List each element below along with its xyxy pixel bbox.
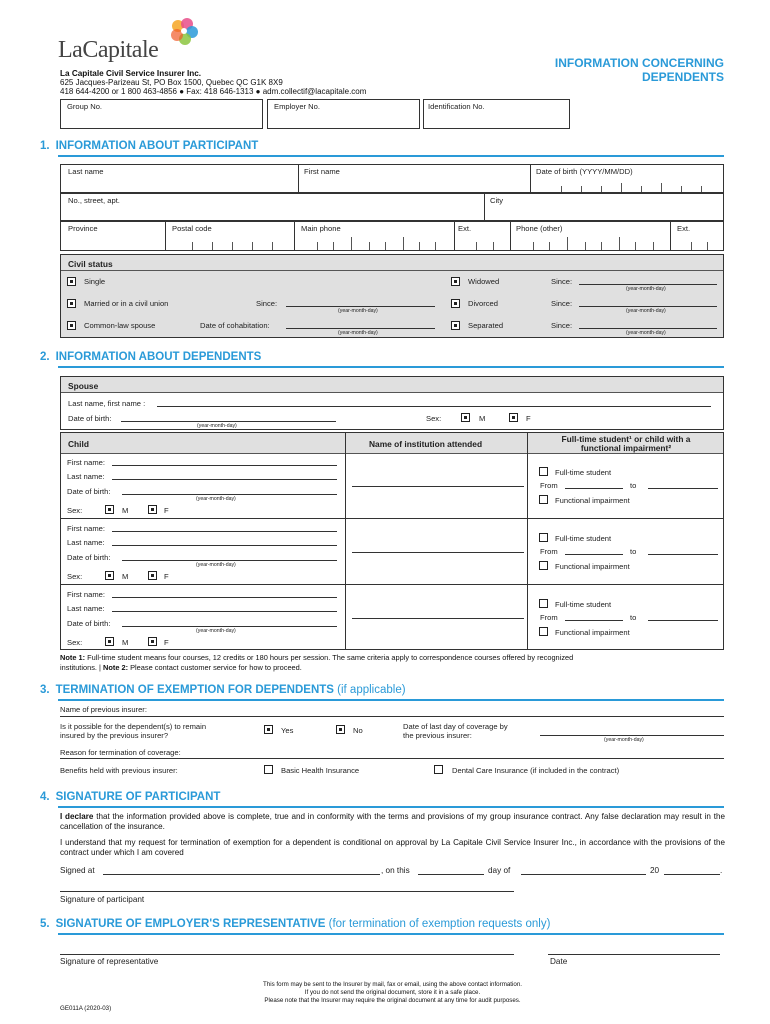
company-name: La Capitale Civil Service Insurer Inc. (60, 69, 202, 78)
child1-dob-label: Date of birth: (67, 487, 111, 496)
street-label: No., street, apt. (68, 196, 120, 205)
child2-sex-m-checkbox[interactable] (105, 571, 114, 580)
child2-dob-label: Date of birth: (67, 553, 111, 562)
form-title-line2: DEPENDENTS (641, 70, 724, 84)
note2-label: Note 2: (103, 662, 129, 672)
participant-signature-line[interactable] (60, 891, 514, 892)
prev-insurer-field[interactable] (60, 716, 724, 717)
child3-impairment-label: Functional impairment (555, 628, 630, 637)
reason-field[interactable] (60, 758, 724, 759)
remain-label-2: insured by the previous insurer? (60, 731, 169, 740)
signed-at-field[interactable] (103, 874, 380, 875)
child2-to-field[interactable] (648, 554, 718, 555)
spouse-heading: Spouse (68, 381, 99, 391)
company-contact: 418 644-4200 or 1 800 463-4856 ● Fax: 418 646-1313 ● adm.collectif@lacapitale.com (60, 87, 367, 96)
child1-fulltime-checkbox[interactable] (539, 467, 548, 476)
spouse-sex-f-checkbox[interactable] (509, 413, 518, 422)
year-field[interactable] (664, 874, 720, 875)
twenty-label: 20 (650, 866, 660, 875)
last-day-label-2: the previous insurer: (403, 731, 472, 740)
widowed-checkbox[interactable] (451, 277, 460, 286)
child3-ymd: (year-month-day) (196, 628, 236, 634)
child1-institution-field[interactable] (352, 486, 524, 487)
section3-heading (40, 684, 406, 696)
note1-label: Note 1: (60, 653, 86, 662)
section3-number: 3. (40, 684, 50, 696)
period-label: . (720, 866, 723, 875)
identification-no-field[interactable] (423, 99, 570, 129)
logo-text: LaCapitale (58, 37, 159, 63)
child2-fulltime-label: Full-time student (555, 534, 612, 543)
section5-heading (40, 918, 550, 930)
remain-yes-label: Yes (281, 726, 294, 735)
child1-impairment-checkbox[interactable] (539, 495, 548, 504)
divorced-since-label: Since: (551, 299, 573, 308)
note-block (60, 653, 725, 672)
section3-rule (58, 699, 724, 701)
child2-from-field[interactable] (565, 554, 623, 555)
child3-to-field[interactable] (648, 620, 718, 621)
section1-number: 1. (40, 140, 50, 152)
section5-title-light: (for termination of exemption requests only) (325, 918, 551, 930)
spouse-sex-m-label: M (479, 414, 486, 423)
month-field[interactable] (521, 874, 646, 875)
declare-text: that the information provided above is complete, true and in conformity with the terms and provisions of my group insurance contract. Any false declaration may result in the cancellation of the insurance. (60, 812, 725, 832)
last-day-ymd: (year-month-day) (604, 737, 644, 743)
spouse-sex-f-label: F (526, 414, 531, 423)
participant-signature-label: Signature of participant (60, 895, 145, 904)
widowed-label: Widowed (468, 277, 500, 286)
child1-sex-label: Sex: (67, 506, 83, 515)
employer-no-field[interactable] (267, 99, 420, 129)
child1-sex-f-checkbox[interactable] (148, 505, 157, 514)
section5-rule (58, 933, 724, 935)
child2-first-name-field[interactable] (112, 531, 337, 532)
institution-heading: Name of institution attended (369, 439, 483, 449)
footer-line1: This form may be sent to the Insurer by mail, fax or email, using the above contact information. (263, 981, 522, 988)
section2-rule (58, 366, 724, 368)
ext2-label: Ext. (677, 224, 691, 233)
child2-impairment-checkbox[interactable] (539, 561, 548, 570)
child1-first-name-label: First name: (67, 458, 105, 467)
separated-since-label: Since: (551, 321, 573, 330)
remain-label-1: Is it possible for the dependent(s) to remain (60, 722, 207, 731)
first-name-label: First name (304, 167, 340, 176)
company-address: 625 Jacques-Parizeau St, PO Box 1500, Quebec QC G1K 8X9 (60, 78, 283, 87)
section3-title: TERMINATION OF EXEMPTION FOR DEPENDENTS (55, 684, 334, 696)
form-code: GE011A (2020-03) (60, 1005, 112, 1012)
child3-last-name-field[interactable] (112, 611, 337, 612)
child3-dob-field[interactable] (122, 626, 337, 627)
fulltime-heading-1: Full-time student¹ or child with a (561, 434, 691, 444)
basic-health-label: Basic Health Insurance (281, 766, 360, 775)
day-field[interactable] (418, 874, 484, 875)
remain-yes-checkbox[interactable] (264, 725, 273, 734)
child2-sex-label: Sex: (67, 572, 83, 581)
spouse-sex-label: Sex: (426, 414, 442, 423)
group-no-field[interactable] (60, 99, 263, 129)
child1-last-name-field[interactable] (112, 479, 337, 480)
widowed-ymd: (year-month-day) (626, 286, 666, 292)
dob-label: Date of birth (YYYY/MM/DD) (536, 167, 633, 176)
last-day-label-1: Date of last day of coverage by (403, 722, 508, 731)
last-name-label: Last name (68, 167, 104, 176)
single-label: Single (84, 277, 106, 286)
phone-other-label: Phone (other) (516, 224, 563, 233)
child2-first-name-label: First name: (67, 524, 105, 533)
spouse-dob-field[interactable] (121, 421, 336, 422)
participant-address-row (60, 193, 724, 221)
child3-first-name-field[interactable] (112, 597, 337, 598)
child3-sex-m-label: M (122, 638, 129, 647)
section4-rule (58, 806, 724, 808)
section4-title: SIGNATURE OF PARTICIPANT (55, 791, 221, 803)
spouse-name-field[interactable] (157, 406, 711, 407)
prev-insurer-label: Name of previous insurer: (60, 705, 147, 714)
last-day-field[interactable] (540, 735, 724, 736)
section1-heading (40, 140, 258, 152)
participant-phone-row (60, 221, 724, 251)
fulltime-heading-2: functional impairment² (580, 443, 672, 453)
child3-sex-f-checkbox[interactable] (148, 637, 157, 646)
child1-to-label: to (630, 481, 637, 490)
child2-institution-field[interactable] (352, 552, 524, 553)
child1-fulltime-label: Full-time student (555, 468, 612, 477)
child3-sex-f-label: F (164, 638, 169, 647)
separated-since-field[interactable] (579, 328, 717, 329)
declare-bold: I declare (60, 812, 94, 821)
child2-fulltime-checkbox[interactable] (539, 533, 548, 542)
spouse-panel (60, 376, 724, 430)
widowed-since-label: Since: (551, 277, 573, 286)
note1-text: Full-time student means four courses, 12 credits or 180 hours per session. The same criteria apply to correspondence courses offered by recognized (85, 653, 574, 662)
day-of-label: day of (488, 866, 511, 875)
child1-sex-m-checkbox[interactable] (105, 505, 114, 514)
child3-fulltime-checkbox[interactable] (539, 599, 548, 608)
dental-checkbox[interactable] (434, 765, 443, 774)
remain-no-checkbox[interactable] (336, 725, 345, 734)
signed-at-label: Signed at (60, 866, 95, 875)
section5-title: SIGNATURE OF EMPLOYER'S REPRESENTATIVE (55, 918, 326, 930)
logo-flower-icon (168, 18, 204, 48)
child3-institution-field[interactable] (352, 618, 524, 619)
child-heading: Child (68, 439, 89, 449)
section2-heading (40, 351, 261, 363)
child1-to-field[interactable] (648, 488, 718, 489)
participant-name-row (60, 164, 724, 193)
child2-impairment-label: Functional impairment (555, 562, 630, 571)
basic-health-checkbox[interactable] (264, 765, 273, 774)
child2-sex-m-label: M (122, 572, 129, 581)
married-checkbox[interactable] (67, 299, 76, 308)
section4-heading (40, 791, 220, 803)
separated-checkbox[interactable] (451, 321, 460, 330)
cohab-field[interactable] (286, 328, 435, 329)
employer-no-label: Employer No. (274, 102, 321, 111)
divorced-checkbox[interactable] (451, 299, 460, 308)
child3-from-label: From (540, 613, 558, 622)
child3-from-field[interactable] (565, 620, 623, 621)
child1-dob-field[interactable] (122, 494, 337, 495)
child1-sex-f-label: F (164, 506, 169, 515)
declaration-paragraph (60, 812, 725, 832)
widowed-since-field[interactable] (579, 284, 717, 285)
child3-to-label: to (630, 613, 637, 622)
logo (58, 18, 208, 68)
single-checkbox[interactable] (67, 277, 76, 286)
married-since-field[interactable] (286, 306, 435, 307)
child2-from-label: From (540, 547, 558, 556)
remain-no-label: No (353, 726, 363, 735)
postal-label: Postal code (172, 224, 212, 233)
divorced-since-field[interactable] (579, 306, 717, 307)
divorced-label: Divorced (468, 299, 498, 308)
group-no-label: Group No. (67, 102, 103, 111)
divorced-ymd: (year-month-day) (626, 308, 666, 314)
representative-signature-label: Signature of representative (60, 957, 159, 966)
cohab-label: Date of cohabitation: (200, 321, 270, 330)
benefits-label: Benefits held with previous insurer: (60, 766, 178, 775)
child1-ymd: (year-month-day) (196, 496, 236, 502)
child1-last-name-label: Last name: (67, 472, 105, 481)
child3-fulltime-label: Full-time student (555, 600, 612, 609)
section1-title: INFORMATION ABOUT PARTICIPANT (55, 140, 259, 152)
section2-title: INFORMATION ABOUT DEPENDENTS (55, 351, 262, 363)
spouse-dob-label: Date of birth: (68, 414, 112, 423)
child2-to-label: to (630, 547, 637, 556)
city-label: City (490, 196, 504, 205)
note1b-text: institutions. | (60, 662, 103, 672)
spouse-name-label: Last name, first name : (68, 399, 146, 408)
ext1-label: Ext. (458, 224, 472, 233)
reason-label: Reason for termination of coverage: (60, 748, 181, 757)
married-label: Married or in a civil union (84, 299, 169, 308)
province-label: Province (68, 224, 98, 233)
child2-last-name-field[interactable] (112, 545, 337, 546)
representative-date-label: Date (550, 957, 568, 966)
footer-line3: Please note that the Insurer may require the original document at any time for audit purposes. (264, 997, 521, 1004)
child2-ymd: (year-month-day) (196, 562, 236, 568)
child3-impairment-checkbox[interactable] (539, 627, 548, 636)
common-law-label: Common-law spouse (84, 321, 156, 330)
child2-sex-f-label: F (164, 572, 169, 581)
representative-date-line[interactable] (548, 954, 720, 955)
child3-last-name-label: Last name: (67, 604, 105, 613)
spouse-sex-m-checkbox[interactable] (461, 413, 470, 422)
separated-ymd: (year-month-day) (626, 330, 666, 336)
child2-last-name-label: Last name: (67, 538, 105, 547)
child3-first-name-label: First name: (67, 590, 105, 599)
married-since-label: Since: (256, 299, 278, 308)
form-title-line1: INFORMATION CONCERNING (554, 56, 724, 70)
understand-paragraph: I understand that my request for termination of exemption for a dependent is conditional on approval by La Capitale Civil Service Insurer Inc., in accordance with the provisions of the contract under which I am covered (60, 838, 725, 858)
cohab-ymd: (year-month-day) (338, 330, 378, 336)
child1-from-field[interactable] (565, 488, 623, 489)
main-phone-label: Main phone (301, 224, 341, 233)
child2-sex-f-checkbox[interactable] (148, 571, 157, 580)
footer-line2: If you do not send the original document, store it in a safe place. (304, 989, 481, 996)
civil-status-panel (60, 254, 724, 338)
section3-title-light: (if applicable) (333, 684, 406, 696)
civil-status-heading: Civil status (68, 259, 113, 269)
section4-number: 4. (40, 791, 50, 803)
note2-text: Please contact customer service for how to proceed. (128, 662, 302, 672)
child3-sex-label: Sex: (67, 638, 83, 647)
representative-signature-line[interactable] (60, 954, 514, 955)
common-law-checkbox[interactable] (67, 321, 76, 330)
child1-from-label: From (540, 481, 558, 490)
spouse-ymd: (year-month-day) (197, 423, 237, 429)
child1-first-name-field[interactable] (112, 465, 337, 466)
separated-label: Separated (468, 321, 504, 330)
child3-dob-label: Date of birth: (67, 619, 111, 628)
child2-dob-field[interactable] (122, 560, 337, 561)
on-this-label: , on this (381, 866, 410, 875)
child1-sex-m-label: M (122, 506, 129, 515)
section5-number: 5. (40, 918, 50, 930)
child3-sex-m-checkbox[interactable] (105, 637, 114, 646)
identification-no-label: Identification No. (428, 102, 485, 111)
child1-impairment-label: Functional impairment (555, 496, 630, 505)
section1-rule (58, 155, 724, 157)
section2-number: 2. (40, 351, 50, 363)
dental-label: Dental Care Insurance (if included in the contract) (452, 766, 620, 775)
married-ymd: (year-month-day) (338, 308, 378, 314)
